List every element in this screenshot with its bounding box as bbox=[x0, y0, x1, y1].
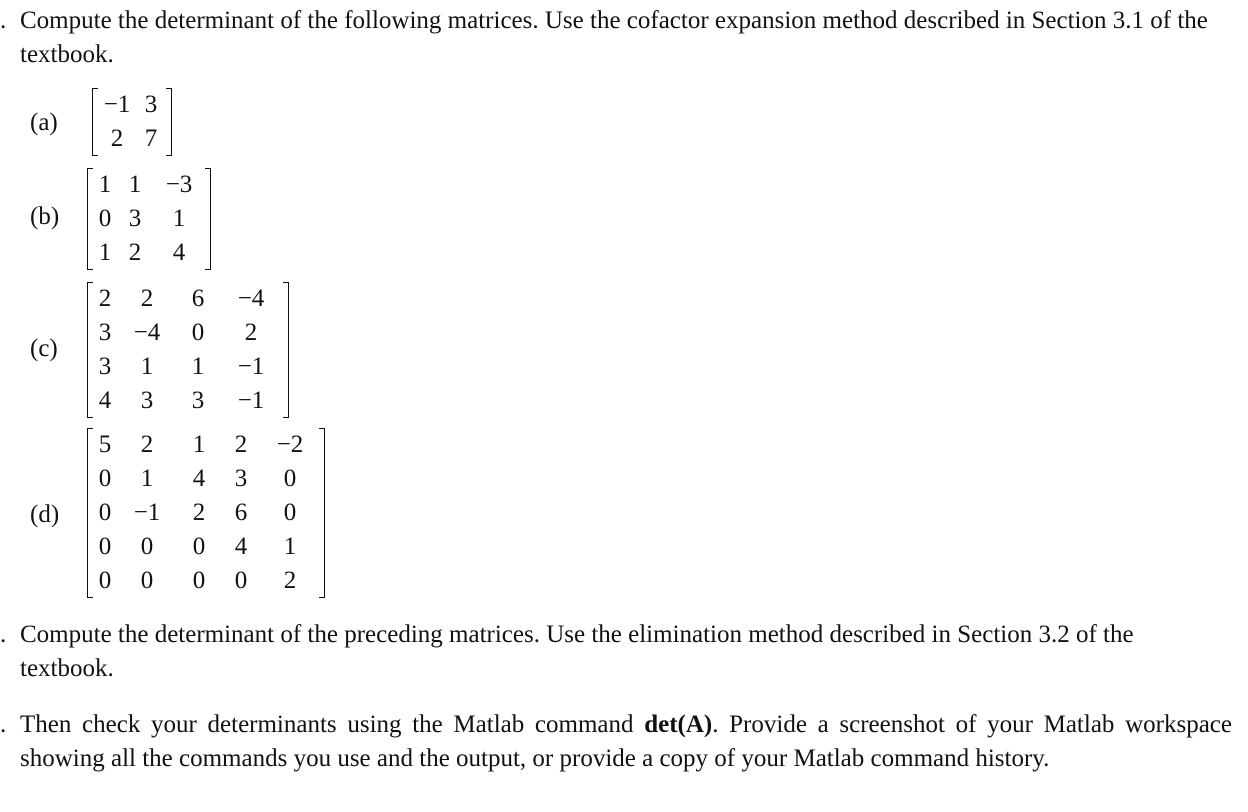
problem-3-body bbox=[20, 708, 1232, 776]
matrix-cell: 6 bbox=[234, 499, 248, 526]
matrix-cell: 4 bbox=[172, 239, 186, 266]
matrix-cell: −4 bbox=[133, 319, 161, 346]
matrix-cell: 1 bbox=[140, 353, 154, 380]
matrix-cell: 0 bbox=[234, 567, 248, 594]
matrix-cell: −3 bbox=[165, 171, 193, 198]
matrix-cell: 7 bbox=[144, 125, 158, 152]
matrix-cell: 1 bbox=[128, 171, 142, 198]
matrix-cell: 3 bbox=[144, 91, 158, 118]
matrix-c bbox=[93, 282, 283, 418]
matrix-cell: −1 bbox=[237, 353, 265, 380]
matrix-cell: 1 bbox=[192, 431, 206, 458]
matrix-cell: −2 bbox=[276, 431, 304, 458]
matrix-a-left-bracket bbox=[92, 88, 98, 156]
matrix-cell: 3 bbox=[140, 387, 154, 414]
matrix-cell: 0 bbox=[192, 533, 206, 560]
matrix-b-right-bracket bbox=[205, 168, 211, 270]
matrix-cell: 2 bbox=[98, 285, 112, 312]
problem-3-text-after: . Provide a screenshot of your Matlab workspace showing all the commands you use and the output, or provide a copy of your Matlab command history. bbox=[20, 711, 1232, 772]
matrix-cell: 0 bbox=[191, 319, 205, 346]
matrix-cell: −1 bbox=[133, 499, 161, 526]
problem-2-marker: . bbox=[0, 621, 7, 648]
matrix-b-left-bracket bbox=[87, 168, 93, 270]
matrix-a bbox=[98, 88, 166, 156]
matrix-cell: 2 bbox=[140, 285, 154, 312]
matrix-label-d: (d) bbox=[30, 501, 60, 528]
matrix-cell: −1 bbox=[103, 91, 131, 118]
matrix-cell: 0 bbox=[192, 567, 206, 594]
matrix-cell: 3 bbox=[234, 465, 248, 492]
matrix-cell: −4 bbox=[237, 285, 265, 312]
matrix-d bbox=[93, 428, 319, 598]
matrix-cell: 3 bbox=[98, 319, 112, 346]
problem-3-marker: . bbox=[0, 711, 7, 738]
matrix-cell: 1 bbox=[140, 465, 154, 492]
matrix-cell: 0 bbox=[98, 499, 112, 526]
matrix-cell: 2 bbox=[244, 319, 258, 346]
matrix-cell: 1 bbox=[98, 239, 112, 266]
matrix-cell: 2 bbox=[110, 125, 124, 152]
matrix-d-left-bracket bbox=[87, 428, 93, 598]
matrix-cell: 0 bbox=[98, 465, 112, 492]
problem-1-text: Compute the determinant of the following matrices. Use the cofactor expansion method described in Section 3.1 of the textbook. bbox=[20, 7, 1208, 68]
matrix-d-right-bracket bbox=[319, 428, 325, 598]
matrix-cell: 4 bbox=[192, 465, 206, 492]
problem-2-text: Compute the determinant of the preceding matrices. Use the elimination method described in Section 3.2 of the textbook. bbox=[20, 621, 1134, 682]
matrix-b bbox=[93, 168, 205, 270]
matrix-cell: −1 bbox=[237, 387, 265, 414]
matrix-cell: 2 bbox=[128, 239, 142, 266]
matrix-c-left-bracket bbox=[87, 282, 93, 418]
matrix-cell: 0 bbox=[98, 567, 112, 594]
matrix-cell: 2 bbox=[140, 431, 154, 458]
problem-3 bbox=[0, 708, 1232, 776]
matrix-cell: 4 bbox=[234, 533, 248, 560]
matrix-cell: 3 bbox=[98, 353, 112, 380]
matrix-cell: 0 bbox=[98, 205, 112, 232]
matrix-cell: 1 bbox=[172, 205, 186, 232]
problem-1-marker: . bbox=[0, 7, 7, 34]
matlab-command: det(A) bbox=[644, 711, 713, 738]
matrix-cell: 5 bbox=[98, 431, 112, 458]
matrix-label-b: (b) bbox=[30, 203, 60, 230]
matrix-cell: 0 bbox=[140, 533, 154, 560]
matrix-cell: 2 bbox=[192, 499, 206, 526]
matrix-cell: 0 bbox=[283, 465, 297, 492]
matrix-cell: 6 bbox=[191, 285, 205, 312]
problem-1 bbox=[0, 4, 1232, 72]
matrix-cell: 4 bbox=[98, 387, 112, 414]
matrix-cell: 0 bbox=[140, 567, 154, 594]
problem-3-text-before: Then check your determinants using the Matlab command bbox=[20, 711, 645, 738]
matrix-label-c: (c) bbox=[30, 335, 58, 362]
matrix-cell: 3 bbox=[128, 205, 142, 232]
matrix-cell: 3 bbox=[191, 387, 205, 414]
problem-2 bbox=[0, 618, 1232, 686]
matrix-cell: 2 bbox=[234, 431, 248, 458]
matrix-c-right-bracket bbox=[283, 282, 289, 418]
matrix-cell: 1 bbox=[98, 171, 112, 198]
matrix-a-right-bracket bbox=[166, 88, 172, 156]
matrix-label-a: (a) bbox=[30, 109, 58, 136]
matrix-cell: 1 bbox=[191, 353, 205, 380]
matrix-cell: 1 bbox=[283, 533, 297, 560]
matrix-cell: 0 bbox=[98, 533, 112, 560]
matrix-cell: 0 bbox=[283, 499, 297, 526]
matrix-cell: 2 bbox=[283, 567, 297, 594]
